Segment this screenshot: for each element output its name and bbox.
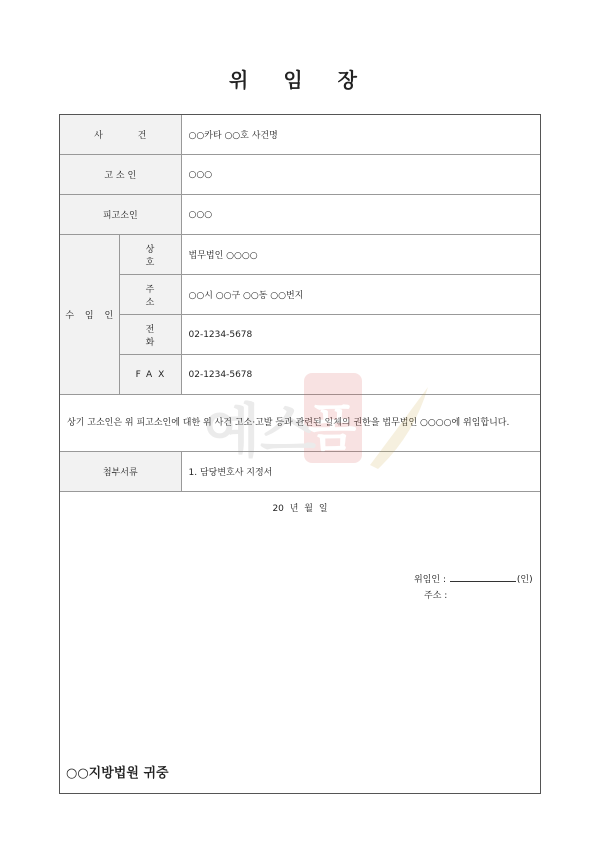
case-value: ○○카타 ○○호 사건명 (181, 115, 540, 155)
defendant-value: ○○○ (181, 195, 540, 235)
complainant-label: 고 소 인 (60, 155, 181, 195)
document-title: 위 임 장 (229, 68, 371, 92)
attachments-label: 첨부서류 (60, 452, 181, 492)
attorney-label: 수 임 인 (60, 235, 119, 395)
attorney-name-label: 상 호 (119, 235, 181, 275)
attorney-address-row (60, 275, 540, 315)
attorney-phone-row (60, 315, 540, 355)
delegation-statement-row (60, 395, 540, 452)
defendant-label: 피고소인 (60, 195, 181, 235)
watermark-text-accent: 폼 (308, 399, 357, 457)
delegator-line (414, 572, 533, 588)
attorney-address-value: ○○시 ○○구 ○○동 ○○번지 (181, 275, 540, 315)
attorney-name-value: 법무법인 ○○○○ (181, 235, 540, 275)
complainant-row (60, 155, 540, 195)
complainant-value: ○○○ (181, 155, 540, 195)
attorney-fax-label: FAX (119, 355, 181, 395)
delegator-label: 위임인 : (414, 575, 446, 585)
seal-label: (인) (516, 575, 533, 585)
attorney-address-label: 주 소 (119, 275, 181, 315)
power-of-attorney-form (59, 114, 541, 794)
watermark-text: 예스 (204, 397, 317, 465)
attorney-phone-label: 전 화 (119, 315, 181, 355)
attorney-name-row (60, 235, 540, 275)
attachments-value: 1. 담당변호사 지정서 (181, 452, 540, 492)
court-addressee: ○○지방법원 귀중 (66, 766, 169, 781)
attorney-phone-value: 02-1234-5678 (181, 315, 540, 355)
address-label: 주소 : (424, 591, 448, 601)
case-label: 사 건 (60, 115, 181, 155)
attorney-fax-row (60, 355, 540, 395)
attorney-fax-value: 02-1234-5678 (181, 355, 540, 395)
delegation-statement: 상기 고소인은 위 피고소인에 대한 위 사건 고소·고발 등과 관련된 일체의 권한을 법무법인 ○○○○에 위임합니다. (60, 395, 540, 452)
signature-section (60, 492, 540, 794)
date-line: 20 년 월 일 (272, 504, 328, 514)
signature-blank (450, 572, 516, 582)
attachments-row (60, 452, 540, 492)
case-row (60, 115, 540, 155)
defendant-row (60, 195, 540, 235)
info-table (60, 115, 540, 492)
address-line (414, 588, 533, 604)
signature-block (414, 572, 533, 604)
